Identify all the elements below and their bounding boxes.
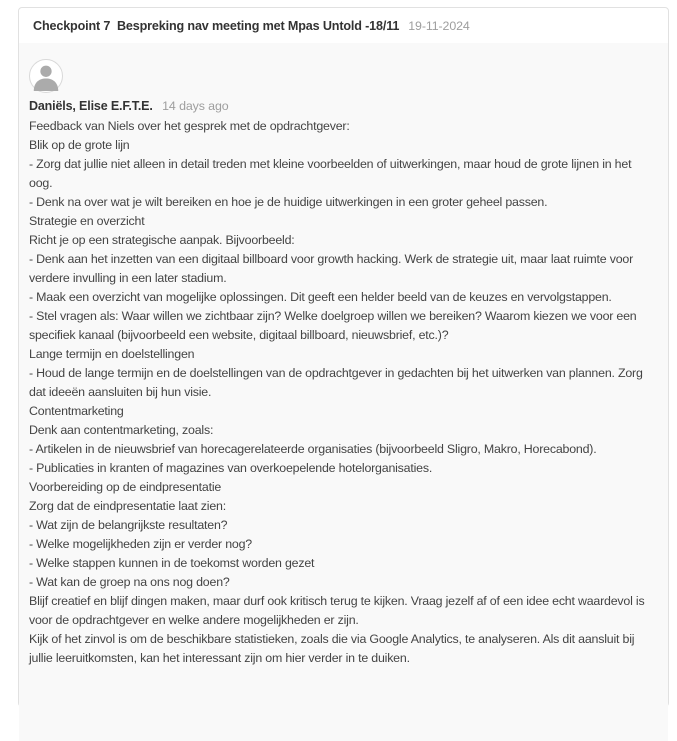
comment-text-line: Kijk of het zinvol is om de beschikbare statistieken, zoals die via Google Analytics, te analyseren. Als dit aansluit bij jullie leeruitkomsten, kan het interessant zijn om hier verder in te duiken.: [29, 632, 635, 665]
checkpoint-date: 19-11-2024: [408, 19, 470, 33]
comment-text-line: - Maak een overzicht van mogelijke oplossingen. Dit geeft een helder beeld van de keuzes en vervolgstappen.: [29, 290, 612, 304]
comment-text-line: Contentmarketing: [29, 404, 124, 418]
comment-text-line: - Wat zijn de belangrijkste resultaten?: [29, 518, 228, 532]
comment-text-line: - Wat kan de groep na ons nog doen?: [29, 575, 230, 589]
comment-author: Daniëls, Elise E.F.T.E.: [29, 99, 153, 113]
person-icon: [30, 60, 62, 92]
comment-text-line: - Stel vragen als: Waar willen we zichtbaar zijn? Welke doelgroep willen we bereiken? Waarom kiezen we voor een specifiek kanaal (bijvoorbeeld een website, digitaal billboard, nieuwsbrief, etc.)?: [29, 309, 637, 342]
comment-text-line: Strategie en overzicht: [29, 214, 145, 228]
comment-text-line: - Denk na over wat je wilt bereiken en hoe je de huidige uitwerkingen in een groter geheel passen.: [29, 195, 548, 209]
checkpoint-title: Checkpoint 7 Bespreking nav meeting met Mpas Untold -18/11: [33, 19, 400, 33]
comment-text-line: - Denk aan het inzetten van een digitaal billboard voor growth hacking. Werk de strategie uit, maar laat ruimte voor verdere invulling in een later stadium.: [29, 252, 634, 285]
comment-text-line: - Welke stappen kunnen in de toekomst worden gezet: [29, 556, 315, 570]
comment-text-line: Richt je op een strategische aanpak. Bijvoorbeeld:: [29, 233, 295, 247]
comment-meta: [29, 98, 652, 114]
comment-text-line: - Zorg dat jullie niet alleen in detail treden met kleine voorbeelden of uitwerkingen, maar houd de grote lijnen in het oog.: [29, 157, 632, 190]
avatar: [29, 59, 63, 93]
comment-text-line: Blik op de grote lijn: [29, 138, 130, 152]
comment-text-line: - Welke mogelijkheden zijn er verder nog?: [29, 537, 252, 551]
comment-text-line: - Publicaties in kranten of magazines van overkoepelende hotelorganisaties.: [29, 461, 433, 475]
checkpoint-header[interactable]: [19, 8, 668, 43]
comment-text-line: Voorbereiding op de eindpresentatie: [29, 480, 222, 494]
checkpoint-panel: [18, 7, 669, 707]
comment-text-line: - Houd de lange termijn en de doelstellingen van de opdrachtgever in gedachten bij het uitwerken van plannen. Zorg dat ideeën aansluiten bij hun visie.: [29, 366, 643, 399]
comment-text-line: Lange termijn en doelstellingen: [29, 347, 195, 361]
comment-text-line: Blijf creatief en blijf dingen maken, maar durf ook kritisch terug te kijken. Vraag jezelf af of een idee echt waardevol is voor de opdrachtgever en welke andere mogelijkheden er zijn.: [29, 594, 645, 627]
comment-text-line: Feedback van Niels over het gesprek met de opdrachtgever:: [29, 119, 350, 133]
comment-body: [29, 117, 652, 668]
comment-timestamp: 14 days ago: [162, 99, 229, 113]
comment-section: [19, 43, 668, 741]
comment-text-line: - Artikelen in de nieuwsbrief van horecagerelateerde organisaties (bijvoorbeeld Sligro, Makro, Horecabond).: [29, 442, 597, 456]
comment-text-line: Denk aan contentmarketing, zoals:: [29, 423, 214, 437]
comment-text-line: Zorg dat de eindpresentatie laat zien:: [29, 499, 226, 513]
